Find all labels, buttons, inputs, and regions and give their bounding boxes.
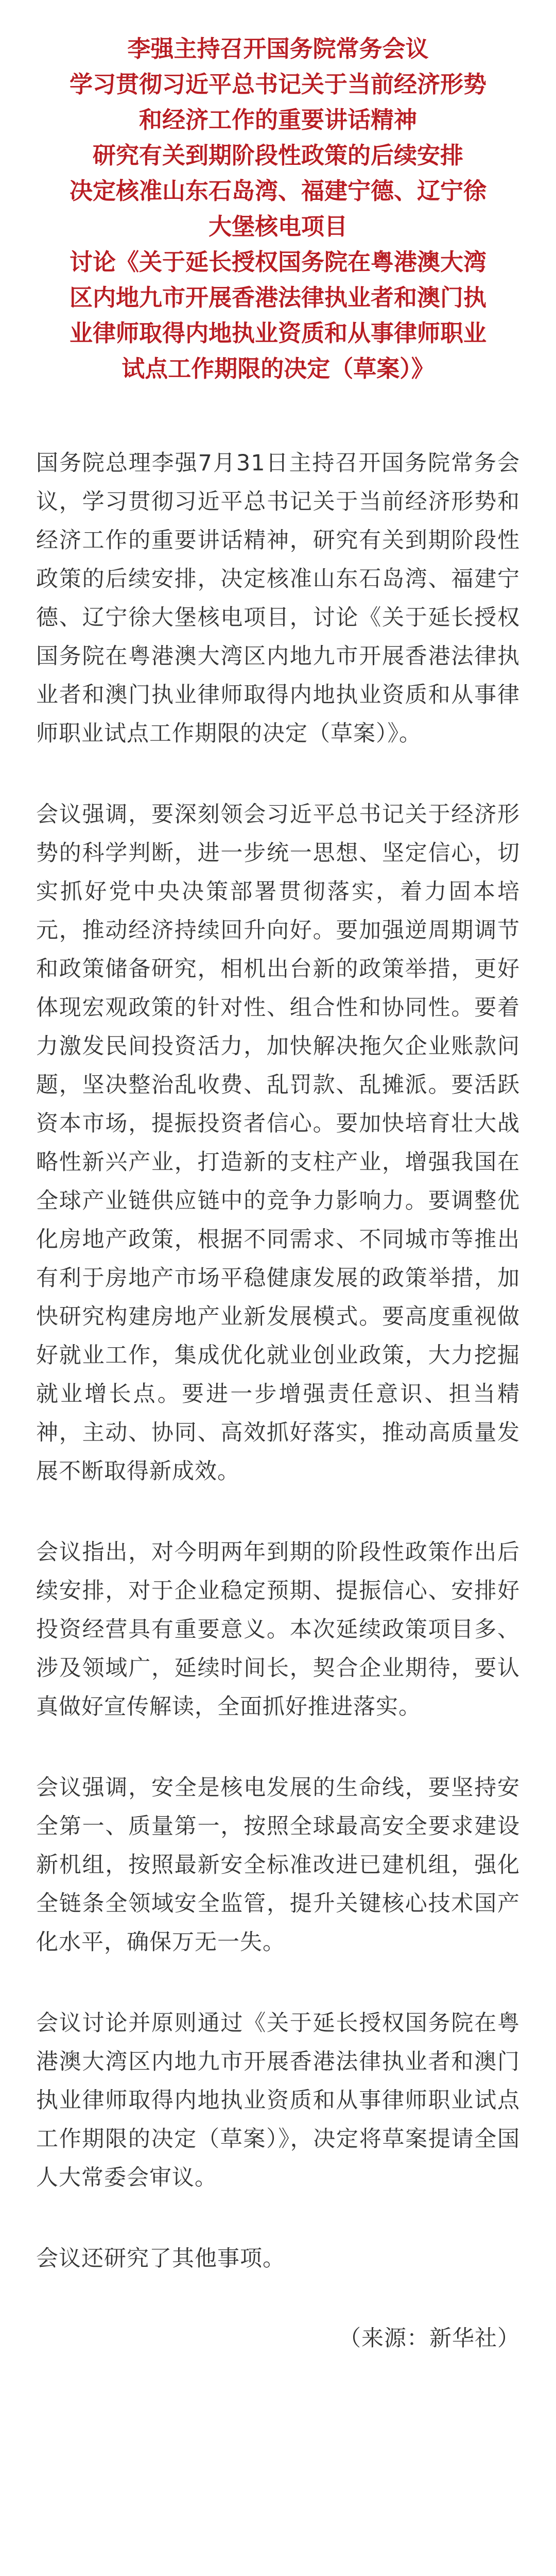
headline-line: 研究有关到期阶段性政策的后续安排: [92, 142, 463, 169]
headline-line: 区内地九市开展香港法律执业者和澳门执: [69, 284, 486, 311]
headline-line: 业律师取得内地执业资质和从事律师职业: [69, 319, 486, 347]
headline-line: 学习贯彻习近平总书记关于当前经济形势: [69, 71, 486, 98]
article-paragraph: 会议强调，安全是核电发展的生命线，要坚持安全第一、质量第一，按照全球最高安全要求建设新机组，按照最新安全标准改进已建机组，强化全链条全领域安全监管，提升关键核心技术国产化水平，确保万无一失。: [36, 1775, 520, 1955]
article-paragraph: 会议讨论并原则通过《关于延长授权国务院在粤港澳大湾区内地九市开展香港法律执业者和澳门执业律师取得内地执业资质和从事律师职业试点工作期限的决定（草案）》，决定将草案提请全国人大常委会审议。: [36, 2010, 520, 2191]
article-paragraph: 会议强调，要深刻领会习近平总书记关于经济形势的科学判断，进一步统一思想、坚定信心，切实抓好党中央决策部署贯彻落实，着力固本培元，推动经济持续回升向好。要加强逆周期调节和政策储备研究，相机出台新的政策举措，更好体现宏观政策的针对性、组合性和协同性。要着力激发民间投资活力，加快解决拖欠企业账款问题，坚决整治乱收费、乱罚款、乱摊派。要活跃资本市场，提振投资者信心。要加快培育壮大战略性新兴产业，打造新的支柱产业，增强我国在全球产业链供应链中的竞争力影响力。要调整优化房地产政策，根据不同需求、不同城市等推出有利于房地产市场平稳健康发展的政策举措，加快研究构建房地产业新发展模式。要高度重视做好就业工作，集成优化就业创业政策，大力挖掘就业增长点。要进一步增强责任意识、担当精神，主动、协同、高效抓好落实，推动高质量发展不断取得新成效。: [36, 802, 520, 1484]
headline-line: 李强主持召开国务院常务会议: [127, 35, 429, 62]
headline-line: 和经济工作的重要讲话精神: [138, 106, 417, 133]
headline-line: 讨论《关于延长授权国务院在粤港澳大湾: [69, 248, 486, 276]
article-paragraph: 会议指出，对今明两年到期的阶段性政策作出后续安排，对于企业稳定预期、提振信心、安排好投资经营具有重要意义。本次延续政策项目多、涉及领域广，延续时间长，契合企业期待，要认真做好宣传解读，全面抓好推进落实。: [36, 1539, 520, 1720]
article-body: [36, 444, 520, 2278]
headline-line: 大堡核电项目: [208, 213, 348, 240]
headline-line: 决定核准山东石岛湾、福建宁德、辽宁徐: [69, 177, 486, 205]
article-headline: [36, 31, 520, 386]
article-source: （来源：新华社）: [339, 2326, 520, 2351]
article-paragraph: 会议还研究了其他事项。: [36, 2246, 285, 2272]
headline-line: 试点工作期限的决定（草案）》: [121, 355, 435, 382]
article-paragraph: 国务院总理李强7月31日主持召开国务院常务会议，学习贯彻习近平总书记关于当前经济形势和经济工作的重要讲话精神，研究有关到期阶段性政策的后续安排，决定核准山东石岛湾、福建宁德、辽宁徐大堡核电项目，讨论《关于延长授权国务院在粤港澳大湾区内地九市开展香港法律执业者和澳门执业律师取得内地执业资质和从事律师职业试点工作期限的决定（草案）》。: [36, 450, 520, 747]
